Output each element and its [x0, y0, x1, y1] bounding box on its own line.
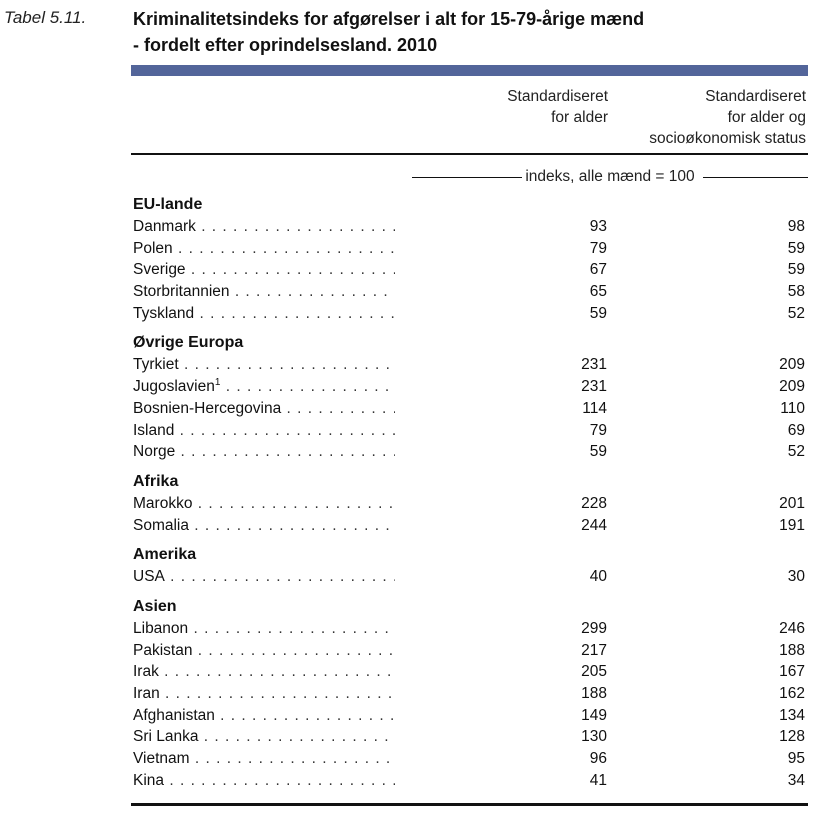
- table-row: [133, 376, 808, 398]
- value-age-standardized: 299: [581, 619, 607, 637]
- value-age-standardized: 130: [581, 728, 607, 746]
- column-header-line: for alder: [551, 109, 608, 126]
- country-label: Sri Lanka: [133, 728, 199, 746]
- value-age-socio-standardized: 30: [787, 568, 805, 586]
- country-name: [133, 566, 395, 588]
- country-name: [133, 770, 395, 792]
- country-name: [133, 661, 395, 683]
- country-label: Jugoslavien: [133, 378, 215, 396]
- header-divider: [131, 153, 808, 155]
- value-age-socio-standardized: 188: [779, 641, 805, 659]
- group-section: [133, 332, 808, 462]
- country-label: Island: [133, 421, 175, 439]
- value-age-socio-standardized: 128: [779, 728, 805, 746]
- group-heading: Asien: [133, 597, 177, 615]
- group-section: [133, 544, 808, 588]
- country-name: [133, 441, 395, 463]
- group-heading: EU-lande: [133, 196, 203, 213]
- column-header-line: for alder og: [727, 109, 806, 126]
- column-header-line: socioøkonomisk status: [649, 130, 806, 147]
- value-age-socio-standardized: 167: [779, 663, 805, 681]
- value-age-socio-standardized: 59: [787, 261, 805, 279]
- group-section: [133, 194, 808, 324]
- table-row: [133, 216, 808, 238]
- table-row: [133, 238, 808, 260]
- value-age-socio-standardized: 209: [779, 356, 805, 374]
- country-label: Afghanistan: [133, 706, 215, 724]
- country-label: Tyrkiet: [133, 356, 179, 374]
- country-name: [133, 354, 395, 376]
- value-age-socio-standardized: 110: [780, 399, 805, 417]
- country-name: [133, 259, 395, 281]
- value-age-socio-standardized: 59: [787, 239, 805, 257]
- country-name: [133, 515, 395, 537]
- table-row: [133, 420, 808, 442]
- country-name: [133, 726, 395, 748]
- country-label: Bosnien-Hercegovina: [133, 399, 282, 417]
- table-row: [133, 566, 808, 588]
- value-age-socio-standardized: 52: [787, 304, 805, 322]
- column-header-line: Standardiseret: [705, 88, 806, 105]
- country-label: Kina: [133, 771, 165, 789]
- table-row: [133, 640, 808, 662]
- value-age-socio-standardized: 52: [787, 443, 805, 461]
- value-age-standardized: 149: [581, 706, 607, 724]
- value-age-standardized: 67: [589, 261, 607, 279]
- value-age-standardized: 244: [581, 516, 607, 534]
- column-header-age: [468, 86, 608, 128]
- country-name: [133, 376, 395, 398]
- value-age-standardized: 96: [589, 750, 607, 768]
- table-row: [133, 259, 808, 281]
- country-name: [133, 216, 395, 238]
- unit-line-right: [703, 177, 808, 178]
- title-line-2: - fordelt efter oprindelsesland. 2010: [133, 35, 438, 55]
- value-age-standardized: 79: [589, 239, 607, 257]
- unit-row: [412, 166, 808, 188]
- country-label: Somalia: [133, 516, 189, 534]
- country-name: [133, 398, 395, 420]
- country-label: Libanon: [133, 619, 189, 637]
- value-age-socio-standardized: 69: [787, 421, 805, 439]
- column-header-line: Standardiseret: [507, 88, 608, 105]
- country-label: USA: [133, 568, 165, 586]
- country-name: [133, 748, 395, 770]
- group-section: [133, 471, 808, 536]
- value-age-standardized: 217: [581, 641, 607, 659]
- country-label: Danmark: [133, 218, 196, 235]
- country-label: Marokko: [133, 494, 193, 512]
- country-label: Tyskland: [133, 304, 195, 322]
- title-line-1: Kriminalitetsindeks for afgørelser i alt for 15-79-årige mænd: [133, 9, 645, 29]
- country-name: [133, 640, 395, 662]
- value-age-socio-standardized: 98: [787, 218, 805, 235]
- value-age-standardized: 228: [581, 494, 607, 512]
- table-row: [133, 398, 808, 420]
- table-row: [133, 661, 808, 683]
- country-name: [133, 493, 395, 515]
- table-row: [133, 281, 808, 303]
- table-row: [133, 705, 808, 727]
- value-age-standardized: 93: [589, 218, 607, 235]
- footnote-marker: 1: [214, 377, 221, 389]
- country-label: Norge: [133, 443, 176, 461]
- group-heading: Øvrige Europa: [133, 334, 244, 352]
- value-age-standardized: 188: [581, 685, 607, 702]
- table-row: [133, 354, 808, 376]
- value-age-standardized: 231: [581, 356, 607, 374]
- table-number: Tabel 5.11.: [4, 8, 87, 27]
- country-label: Vietnam: [133, 750, 190, 768]
- table-row: [133, 303, 808, 325]
- value-age-standardized: 205: [581, 663, 607, 681]
- country-label: Sverige: [133, 261, 186, 279]
- value-age-socio-standardized: 201: [779, 494, 805, 512]
- value-age-socio-standardized: 246: [779, 619, 805, 637]
- table-row: [133, 726, 808, 748]
- column-header-age-socio: [606, 86, 806, 149]
- country-label: Pakistan: [133, 641, 193, 659]
- table-row: [133, 493, 808, 515]
- table-row: [133, 770, 808, 792]
- header-band: [131, 65, 808, 76]
- value-age-standardized: 79: [589, 421, 607, 439]
- value-age-standardized: 65: [589, 283, 607, 301]
- country-label: Iran: [133, 685, 160, 702]
- value-age-socio-standardized: 134: [779, 706, 805, 724]
- country-label: Polen: [133, 239, 173, 257]
- country-name: [133, 281, 395, 303]
- unit-label: indeks, alle mænd = 100: [525, 168, 695, 185]
- table-row: [133, 515, 808, 537]
- country-label: Storbritannien: [133, 283, 230, 301]
- value-age-socio-standardized: 95: [787, 750, 805, 768]
- value-age-standardized: 59: [589, 304, 607, 322]
- country-name: [133, 303, 395, 325]
- table-row: [133, 748, 808, 770]
- country-name: [133, 238, 395, 260]
- table-row: [133, 683, 808, 705]
- value-age-socio-standardized: 58: [787, 283, 805, 301]
- table-row: [133, 618, 808, 640]
- country-name: [133, 683, 395, 705]
- value-age-standardized: 40: [589, 568, 607, 586]
- group-section: [133, 596, 808, 792]
- country-name: [133, 420, 395, 442]
- value-age-socio-standardized: 209: [779, 378, 805, 396]
- value-age-socio-standardized: 34: [787, 771, 805, 789]
- country-label: Irak: [133, 663, 159, 681]
- bottom-divider: [131, 803, 808, 806]
- table-body: [133, 194, 808, 799]
- value-age-standardized: 41: [589, 771, 607, 789]
- group-heading: Amerika: [133, 546, 197, 564]
- table-title: [133, 6, 813, 58]
- value-age-standardized: 231: [581, 378, 607, 396]
- country-name: [133, 705, 395, 727]
- table-row: [133, 441, 808, 463]
- value-age-socio-standardized: 191: [779, 516, 805, 534]
- group-heading: Afrika: [133, 472, 179, 490]
- value-age-standardized: 59: [589, 443, 607, 461]
- country-name: [133, 618, 395, 640]
- value-age-socio-standardized: 162: [779, 685, 805, 702]
- value-age-standardized: 114: [582, 399, 607, 417]
